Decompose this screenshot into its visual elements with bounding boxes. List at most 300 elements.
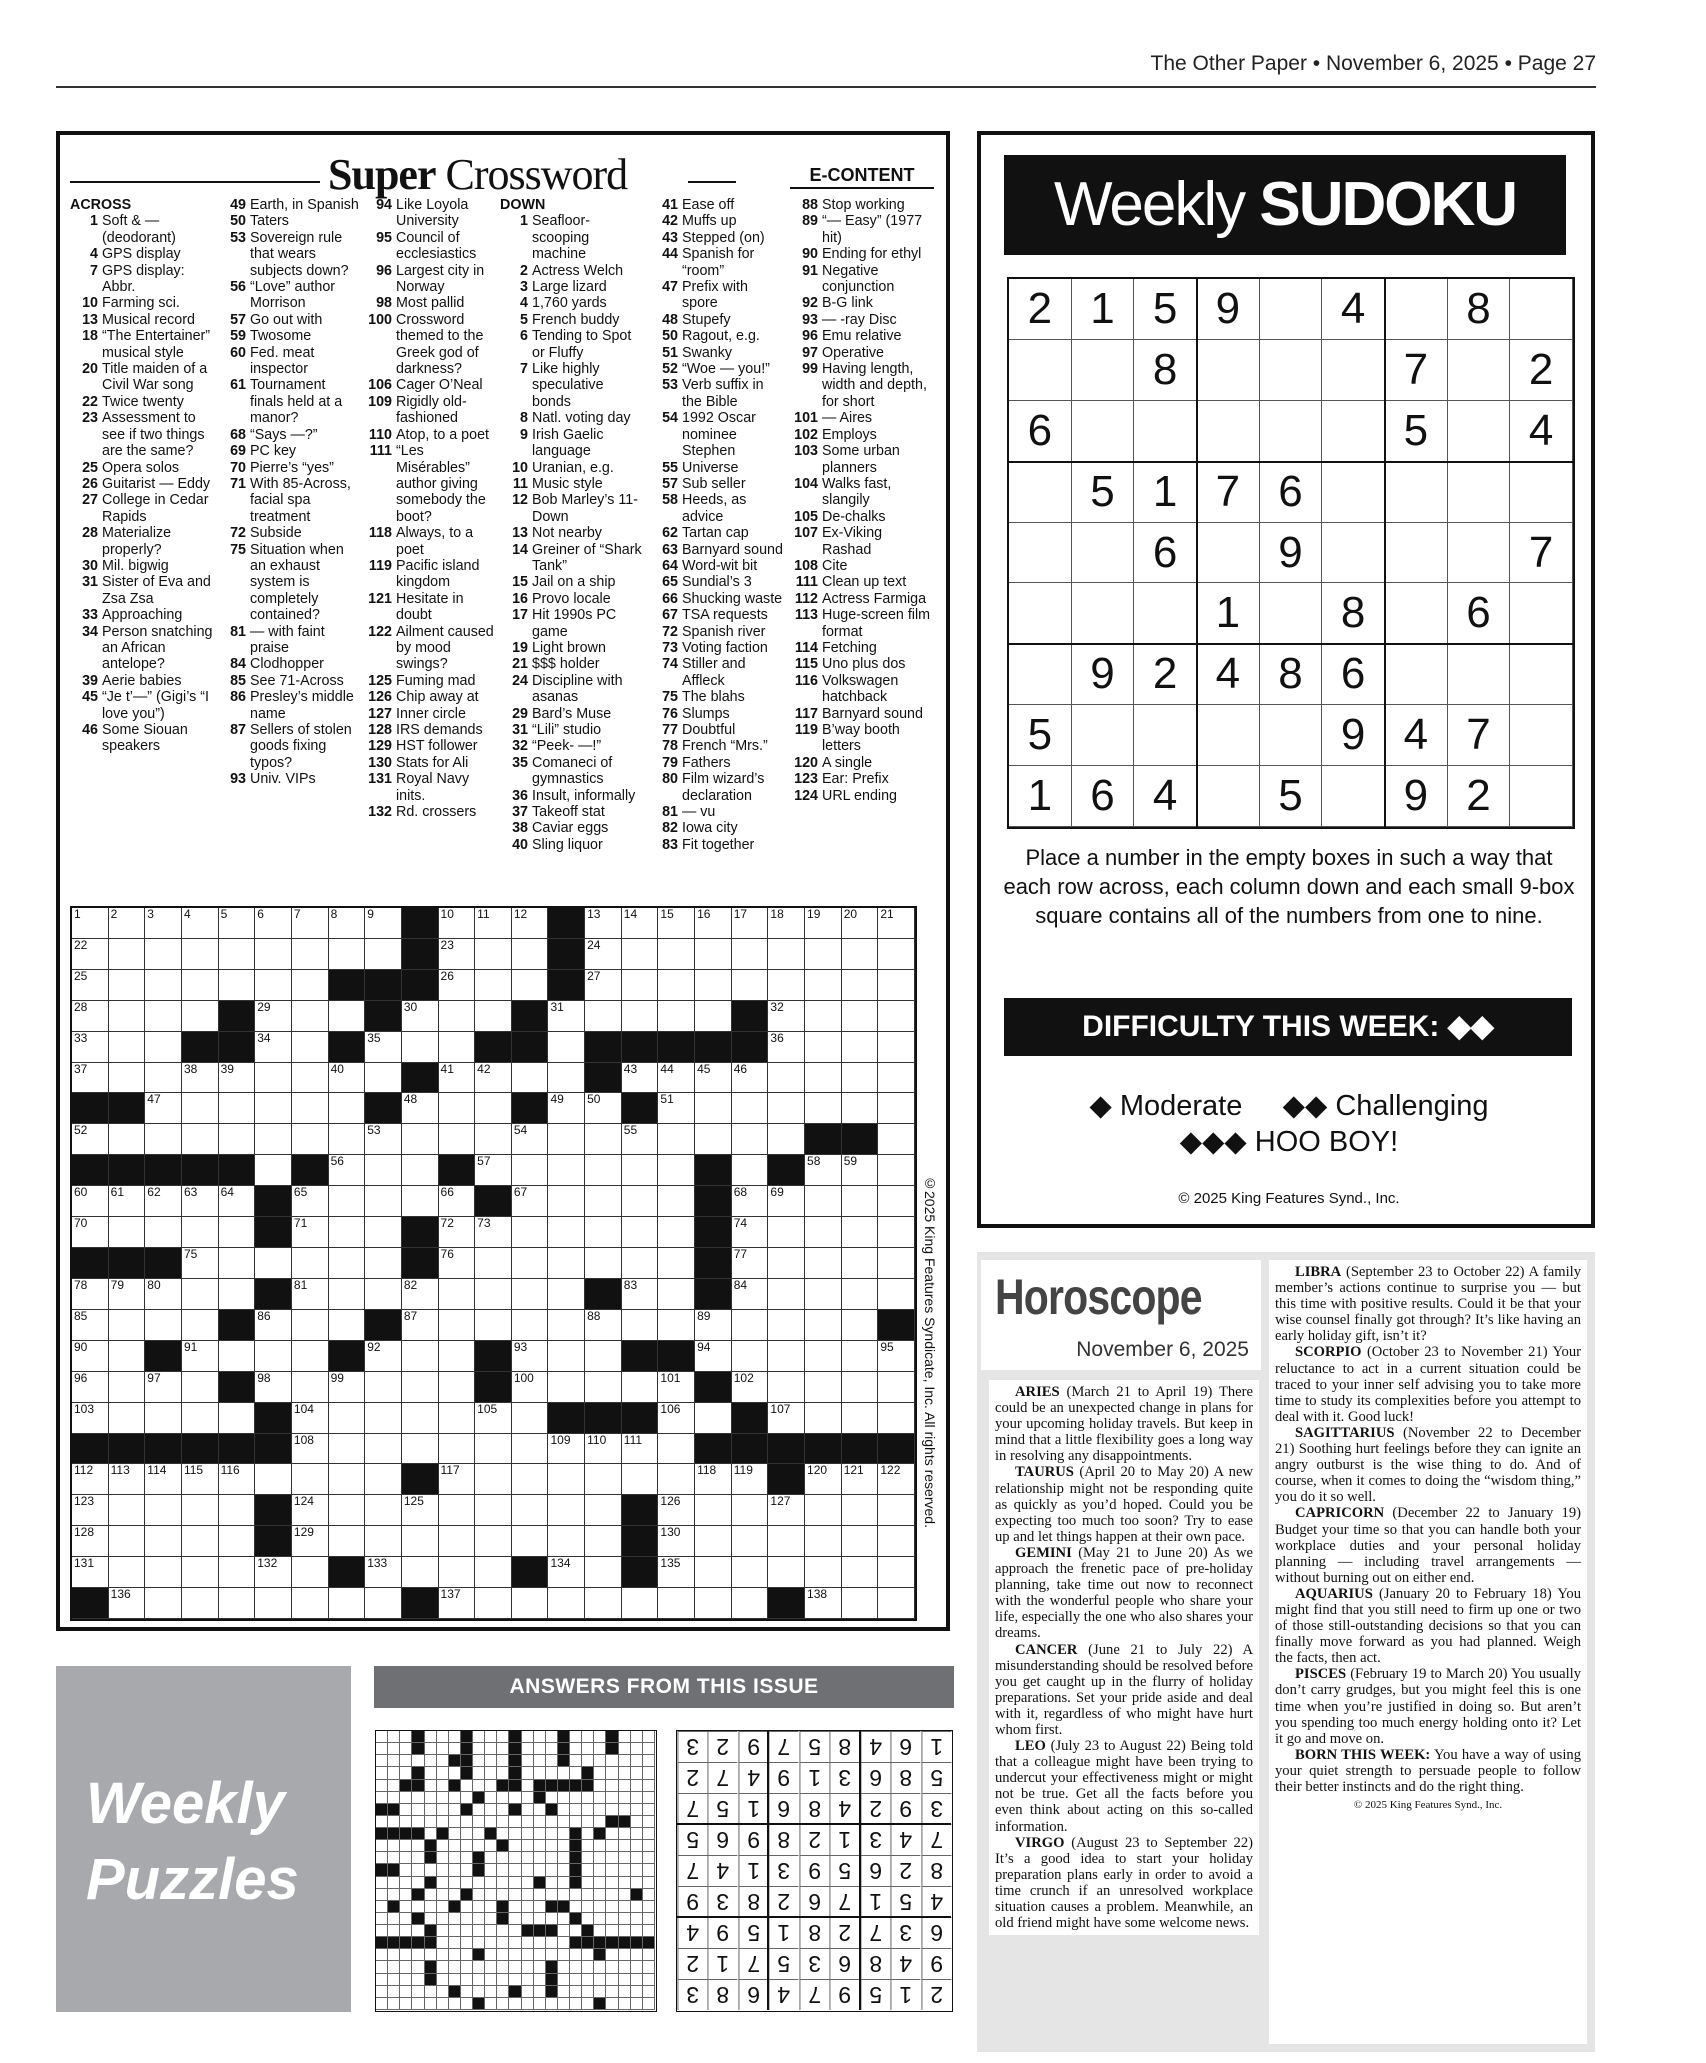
crossword-cell[interactable] [182, 1403, 219, 1434]
crossword-cell[interactable] [878, 1001, 915, 1032]
crossword-cell[interactable] [145, 1372, 182, 1403]
crossword-cell[interactable] [109, 1310, 146, 1341]
sudoku-cell[interactable] [1197, 340, 1260, 401]
crossword-cell[interactable] [182, 1186, 219, 1217]
crossword-cell[interactable] [512, 1526, 549, 1557]
crossword-cell[interactable] [585, 1372, 622, 1403]
crossword-cell[interactable] [439, 939, 476, 970]
crossword-cell[interactable] [292, 1093, 329, 1124]
crossword-cell[interactable] [622, 1434, 659, 1465]
crossword-cell[interactable] [329, 908, 366, 939]
crossword-cell[interactable] [292, 970, 329, 1001]
crossword-cell[interactable] [439, 1588, 476, 1619]
sudoku-cell[interactable] [1510, 462, 1573, 523]
sudoku-cell[interactable] [1072, 401, 1135, 462]
crossword-cell[interactable] [475, 1217, 512, 1248]
crossword-cell[interactable] [219, 1464, 256, 1495]
crossword-cell[interactable] [145, 1001, 182, 1032]
crossword-cell[interactable] [109, 1217, 146, 1248]
crossword-cell[interactable] [768, 1372, 805, 1403]
crossword-cell[interactable] [292, 1372, 329, 1403]
crossword-cell[interactable] [402, 1186, 439, 1217]
sudoku-cell[interactable] [1510, 766, 1573, 827]
crossword-cell[interactable] [292, 1063, 329, 1094]
crossword-cell[interactable] [585, 1186, 622, 1217]
crossword-cell[interactable] [878, 1248, 915, 1279]
crossword-cell[interactable] [548, 1032, 585, 1063]
sudoku-cell[interactable] [1510, 583, 1573, 644]
crossword-cell[interactable] [842, 1279, 879, 1310]
crossword-cell[interactable] [842, 1248, 879, 1279]
crossword-cell[interactable] [622, 1372, 659, 1403]
crossword-cell[interactable] [695, 1310, 732, 1341]
sudoku-cell[interactable] [1009, 462, 1072, 523]
crossword-cell[interactable] [219, 1063, 256, 1094]
crossword-cell[interactable] [402, 1434, 439, 1465]
crossword-cell[interactable] [255, 1248, 292, 1279]
crossword-cell[interactable] [585, 1001, 622, 1032]
crossword-cell[interactable] [292, 908, 329, 939]
crossword-cell[interactable] [475, 1310, 512, 1341]
crossword-cell[interactable] [329, 1186, 366, 1217]
sudoku-cell[interactable] [1510, 644, 1573, 705]
crossword-cell[interactable] [805, 1093, 842, 1124]
crossword-cell[interactable] [622, 1001, 659, 1032]
crossword-cell[interactable] [732, 1588, 769, 1619]
crossword-cell[interactable] [109, 1341, 146, 1372]
crossword-cell[interactable] [768, 1217, 805, 1248]
crossword-cell[interactable] [255, 908, 292, 939]
sudoku-cell[interactable] [1197, 766, 1260, 827]
crossword-cell[interactable] [365, 1063, 402, 1094]
crossword-cell[interactable] [842, 1557, 879, 1588]
crossword-cell[interactable] [585, 1464, 622, 1495]
sudoku-cell[interactable] [1448, 340, 1511, 401]
crossword-cell[interactable] [329, 1217, 366, 1248]
crossword-cell[interactable] [548, 1217, 585, 1248]
sudoku-cell[interactable] [1448, 644, 1511, 705]
crossword-cell[interactable] [548, 1588, 585, 1619]
crossword-cell[interactable] [219, 939, 256, 970]
crossword-cell[interactable] [439, 1124, 476, 1155]
crossword-cell[interactable] [255, 1310, 292, 1341]
crossword-cell[interactable] [145, 1279, 182, 1310]
crossword-cell[interactable] [109, 1001, 146, 1032]
crossword-cell[interactable] [585, 908, 622, 939]
crossword-cell[interactable] [182, 1063, 219, 1094]
sudoku-cell[interactable] [1072, 583, 1135, 644]
crossword-cell[interactable] [255, 1001, 292, 1032]
crossword-cell[interactable] [475, 1495, 512, 1526]
crossword-cell[interactable] [475, 1464, 512, 1495]
crossword-cell[interactable] [219, 1248, 256, 1279]
crossword-cell[interactable] [585, 1248, 622, 1279]
crossword-cell[interactable] [878, 970, 915, 1001]
crossword-cell[interactable] [72, 908, 109, 939]
crossword-cell[interactable] [439, 1341, 476, 1372]
crossword-cell[interactable] [439, 970, 476, 1001]
sudoku-cell[interactable] [1072, 523, 1135, 584]
sudoku-cell[interactable] [1134, 401, 1197, 462]
crossword-cell[interactable] [768, 1341, 805, 1372]
crossword-cell[interactable] [329, 1403, 366, 1434]
crossword-cell[interactable] [805, 1063, 842, 1094]
sudoku-cell[interactable] [1260, 279, 1323, 340]
crossword-cell[interactable] [255, 1093, 292, 1124]
crossword-cell[interactable] [842, 1372, 879, 1403]
crossword-cell[interactable] [475, 908, 512, 939]
crossword-cell[interactable] [329, 1248, 366, 1279]
crossword-cell[interactable] [475, 1155, 512, 1186]
crossword-cell[interactable] [219, 1557, 256, 1588]
crossword-cell[interactable] [439, 1557, 476, 1588]
crossword-cell[interactable] [72, 1124, 109, 1155]
crossword-cell[interactable] [475, 1526, 512, 1557]
crossword-cell[interactable] [109, 908, 146, 939]
crossword-cell[interactable] [109, 1464, 146, 1495]
crossword-cell[interactable] [878, 1155, 915, 1186]
crossword-cell[interactable] [548, 1341, 585, 1372]
crossword-cell[interactable] [182, 1279, 219, 1310]
crossword-cell[interactable] [109, 1032, 146, 1063]
crossword-cell[interactable] [878, 1124, 915, 1155]
crossword-cell[interactable] [878, 1403, 915, 1434]
crossword-cell[interactable] [842, 1310, 879, 1341]
crossword-cell[interactable] [805, 939, 842, 970]
crossword-cell[interactable] [805, 1248, 842, 1279]
crossword-cell[interactable] [585, 939, 622, 970]
crossword-cell[interactable] [255, 1557, 292, 1588]
sudoku-cell[interactable] [1197, 705, 1260, 766]
crossword-cell[interactable] [768, 1495, 805, 1526]
sudoku-cell[interactable] [1448, 401, 1511, 462]
crossword-cell[interactable] [512, 1588, 549, 1619]
crossword-cell[interactable] [255, 1124, 292, 1155]
crossword-cell[interactable] [622, 1310, 659, 1341]
crossword-cell[interactable] [512, 1279, 549, 1310]
crossword-cell[interactable] [768, 970, 805, 1001]
crossword-cell[interactable] [439, 1495, 476, 1526]
crossword-cell[interactable] [292, 1526, 329, 1557]
crossword-cell[interactable] [548, 1526, 585, 1557]
crossword-cell[interactable] [109, 1124, 146, 1155]
crossword-cell[interactable] [878, 1372, 915, 1403]
crossword-cell[interactable] [768, 1310, 805, 1341]
crossword-cell[interactable] [292, 1557, 329, 1588]
crossword-cell[interactable] [255, 1063, 292, 1094]
crossword-cell[interactable] [732, 1155, 769, 1186]
crossword-cell[interactable] [219, 1341, 256, 1372]
crossword-cell[interactable] [109, 1588, 146, 1619]
crossword-cell[interactable] [219, 1093, 256, 1124]
crossword-cell[interactable] [548, 1464, 585, 1495]
crossword-cell[interactable] [365, 1372, 402, 1403]
crossword-cell[interactable] [695, 1124, 732, 1155]
crossword-cell[interactable] [182, 939, 219, 970]
crossword-cell[interactable] [585, 1124, 622, 1155]
crossword-cell[interactable] [512, 1434, 549, 1465]
crossword-cell[interactable] [182, 1248, 219, 1279]
crossword-cell[interactable] [402, 1495, 439, 1526]
crossword-cell[interactable] [695, 939, 732, 970]
crossword-cell[interactable] [72, 1526, 109, 1557]
crossword-cell[interactable] [145, 1495, 182, 1526]
crossword-cell[interactable] [329, 1279, 366, 1310]
crossword-cell[interactable] [255, 1372, 292, 1403]
crossword-cell[interactable] [512, 1403, 549, 1434]
crossword-cell[interactable] [585, 1434, 622, 1465]
crossword-cell[interactable] [658, 939, 695, 970]
crossword-cell[interactable] [878, 1464, 915, 1495]
crossword-cell[interactable] [842, 1032, 879, 1063]
crossword-cell[interactable] [292, 939, 329, 970]
crossword-cell[interactable] [329, 1124, 366, 1155]
crossword-cell[interactable] [768, 1248, 805, 1279]
crossword-cell[interactable] [805, 1279, 842, 1310]
crossword-cell[interactable] [585, 1557, 622, 1588]
crossword-cell[interactable] [548, 1124, 585, 1155]
crossword-cell[interactable] [805, 1464, 842, 1495]
crossword-cell[interactable] [695, 1001, 732, 1032]
crossword-cell[interactable] [695, 1341, 732, 1372]
crossword-cell[interactable] [622, 970, 659, 1001]
crossword-cell[interactable] [365, 1403, 402, 1434]
crossword-cell[interactable] [842, 1155, 879, 1186]
crossword-cell[interactable] [658, 1495, 695, 1526]
crossword-cell[interactable] [622, 1588, 659, 1619]
crossword-cell[interactable] [878, 1093, 915, 1124]
crossword-cell[interactable] [805, 1155, 842, 1186]
crossword-cell[interactable] [585, 1495, 622, 1526]
crossword-cell[interactable] [658, 1186, 695, 1217]
crossword-cell[interactable] [402, 1124, 439, 1155]
crossword-cell[interactable] [842, 1495, 879, 1526]
crossword-cell[interactable] [878, 1495, 915, 1526]
crossword-cell[interactable] [695, 1403, 732, 1434]
crossword-cell[interactable] [145, 1464, 182, 1495]
crossword-cell[interactable] [658, 970, 695, 1001]
crossword-cell[interactable] [878, 1217, 915, 1248]
crossword-cell[interactable] [842, 1526, 879, 1557]
crossword-cell[interactable] [255, 1032, 292, 1063]
crossword-cell[interactable] [512, 1372, 549, 1403]
crossword-cell[interactable] [292, 1588, 329, 1619]
crossword-cell[interactable] [768, 1063, 805, 1094]
crossword-cell[interactable] [145, 970, 182, 1001]
crossword-cell[interactable] [109, 939, 146, 970]
crossword-cell[interactable] [475, 1403, 512, 1434]
crossword-cell[interactable] [878, 1032, 915, 1063]
crossword-cell[interactable] [658, 1526, 695, 1557]
crossword-cell[interactable] [805, 1032, 842, 1063]
crossword-cell[interactable] [109, 1557, 146, 1588]
crossword-cell[interactable] [512, 908, 549, 939]
crossword-cell[interactable] [365, 1464, 402, 1495]
crossword-cell[interactable] [585, 1588, 622, 1619]
crossword-cell[interactable] [109, 1403, 146, 1434]
crossword-cell[interactable] [548, 1093, 585, 1124]
crossword-cell[interactable] [145, 1403, 182, 1434]
crossword-cell[interactable] [842, 970, 879, 1001]
crossword-cell[interactable] [622, 1124, 659, 1155]
crossword-cell[interactable] [329, 1063, 366, 1094]
crossword-cell[interactable] [109, 1495, 146, 1526]
crossword-cell[interactable] [512, 1186, 549, 1217]
crossword-cell[interactable] [732, 939, 769, 970]
sudoku-cell[interactable] [1072, 705, 1135, 766]
crossword-cell[interactable] [182, 1341, 219, 1372]
crossword-cell[interactable] [402, 1557, 439, 1588]
crossword-cell[interactable] [329, 1093, 366, 1124]
sudoku-cell[interactable] [1385, 523, 1448, 584]
sudoku-cell[interactable] [1510, 279, 1573, 340]
crossword-cell[interactable] [72, 1279, 109, 1310]
crossword-cell[interactable] [402, 1032, 439, 1063]
crossword-cell[interactable] [182, 1217, 219, 1248]
crossword-cell[interactable] [182, 1310, 219, 1341]
crossword-cell[interactable] [695, 1526, 732, 1557]
sudoku-cell[interactable] [1322, 401, 1385, 462]
crossword-cell[interactable] [182, 1557, 219, 1588]
crossword-cell[interactable] [768, 939, 805, 970]
sudoku-cell[interactable] [1322, 523, 1385, 584]
crossword-cell[interactable] [145, 1093, 182, 1124]
crossword-cell[interactable] [439, 1217, 476, 1248]
sudoku-cell[interactable] [1134, 705, 1197, 766]
crossword-cell[interactable] [512, 1310, 549, 1341]
crossword-cell[interactable] [475, 1588, 512, 1619]
crossword-cell[interactable] [439, 1093, 476, 1124]
crossword-cell[interactable] [292, 1032, 329, 1063]
crossword-cell[interactable] [145, 1526, 182, 1557]
crossword-cell[interactable] [878, 1557, 915, 1588]
crossword-cell[interactable] [439, 1403, 476, 1434]
crossword-cell[interactable] [548, 1186, 585, 1217]
crossword-cell[interactable] [548, 1372, 585, 1403]
sudoku-cell[interactable] [1197, 401, 1260, 462]
crossword-cell[interactable] [658, 1248, 695, 1279]
crossword-cell[interactable] [512, 970, 549, 1001]
crossword-cell[interactable] [109, 1372, 146, 1403]
crossword-cell[interactable] [365, 1588, 402, 1619]
crossword-cell[interactable] [768, 1279, 805, 1310]
crossword-cell[interactable] [72, 1495, 109, 1526]
crossword-cell[interactable] [512, 939, 549, 970]
crossword-cell[interactable] [658, 1279, 695, 1310]
crossword-cell[interactable] [475, 1124, 512, 1155]
crossword-cell[interactable] [329, 1155, 366, 1186]
crossword-cell[interactable] [658, 908, 695, 939]
crossword-cell[interactable] [585, 1526, 622, 1557]
crossword-cell[interactable] [585, 1217, 622, 1248]
crossword-cell[interactable] [109, 1526, 146, 1557]
crossword-cell[interactable] [658, 1557, 695, 1588]
crossword-cell[interactable] [402, 1526, 439, 1557]
crossword-cell[interactable] [805, 1372, 842, 1403]
crossword-cell[interactable] [805, 1217, 842, 1248]
crossword-cell[interactable] [439, 1310, 476, 1341]
crossword-cell[interactable] [732, 1279, 769, 1310]
crossword-cell[interactable] [329, 1001, 366, 1032]
crossword-cell[interactable] [475, 1434, 512, 1465]
crossword-cell[interactable] [695, 1063, 732, 1094]
sudoku-cell[interactable] [1009, 340, 1072, 401]
crossword-cell[interactable] [72, 1464, 109, 1495]
sudoku-cell[interactable] [1322, 340, 1385, 401]
crossword-cell[interactable] [365, 1248, 402, 1279]
crossword-cell[interactable] [145, 1217, 182, 1248]
crossword-cell[interactable] [439, 1248, 476, 1279]
crossword-cell[interactable] [365, 1557, 402, 1588]
crossword-cell[interactable] [255, 1341, 292, 1372]
crossword-cell[interactable] [365, 1032, 402, 1063]
crossword-cell[interactable] [72, 1186, 109, 1217]
crossword-cell[interactable] [548, 1001, 585, 1032]
crossword-cell[interactable] [182, 1093, 219, 1124]
crossword-cell[interactable] [732, 908, 769, 939]
crossword-cell[interactable] [732, 1372, 769, 1403]
crossword-cell[interactable] [439, 1372, 476, 1403]
crossword-cell[interactable] [365, 1434, 402, 1465]
sudoku-cell[interactable] [1009, 644, 1072, 705]
crossword-cell[interactable] [439, 1434, 476, 1465]
crossword-cell[interactable] [878, 1588, 915, 1619]
crossword-cell[interactable] [219, 1124, 256, 1155]
crossword-cell[interactable] [585, 1155, 622, 1186]
crossword-cell[interactable] [695, 1464, 732, 1495]
crossword-cell[interactable] [402, 1093, 439, 1124]
crossword-cell[interactable] [475, 970, 512, 1001]
crossword-cell[interactable] [695, 1093, 732, 1124]
crossword-cell[interactable] [182, 1464, 219, 1495]
sudoku-cell[interactable] [1260, 583, 1323, 644]
crossword-cell[interactable] [182, 1372, 219, 1403]
crossword-cell[interactable] [805, 1403, 842, 1434]
crossword-cell[interactable] [109, 970, 146, 1001]
crossword-cell[interactable] [219, 908, 256, 939]
crossword-cell[interactable] [72, 939, 109, 970]
crossword-cell[interactable] [548, 1557, 585, 1588]
crossword-cell[interactable] [72, 1310, 109, 1341]
crossword-cell[interactable] [182, 1124, 219, 1155]
crossword-cell[interactable] [439, 1526, 476, 1557]
crossword-cell[interactable] [292, 1186, 329, 1217]
crossword-cell[interactable] [732, 1248, 769, 1279]
crossword-cell[interactable] [402, 1403, 439, 1434]
crossword-cell[interactable] [695, 1557, 732, 1588]
crossword-cell[interactable] [768, 1093, 805, 1124]
crossword-cell[interactable] [805, 1588, 842, 1619]
crossword-cell[interactable] [255, 1464, 292, 1495]
crossword-cell[interactable] [475, 1063, 512, 1094]
crossword-cell[interactable] [182, 1588, 219, 1619]
crossword-cell[interactable] [768, 1403, 805, 1434]
crossword-cell[interactable] [475, 1557, 512, 1588]
crossword-cell[interactable] [768, 1186, 805, 1217]
crossword-cell[interactable] [842, 1588, 879, 1619]
sudoku-cell[interactable] [1009, 523, 1072, 584]
crossword-cell[interactable] [365, 939, 402, 970]
crossword-cell[interactable] [402, 1372, 439, 1403]
crossword-cell[interactable] [512, 1248, 549, 1279]
crossword-cell[interactable] [365, 1155, 402, 1186]
crossword-cell[interactable] [145, 1063, 182, 1094]
crossword-cell[interactable] [512, 1217, 549, 1248]
crossword-cell[interactable] [219, 1403, 256, 1434]
crossword-cell[interactable] [585, 970, 622, 1001]
crossword-cell[interactable] [878, 1341, 915, 1372]
crossword-cell[interactable] [475, 1001, 512, 1032]
